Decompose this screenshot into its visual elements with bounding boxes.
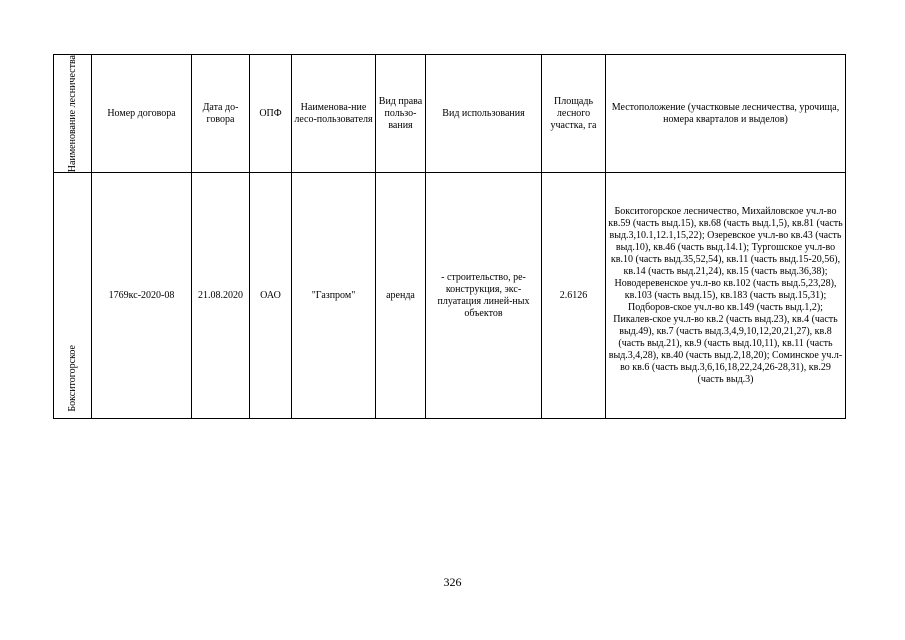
cell-right-type: аренда xyxy=(376,173,426,419)
header-contract-date: Дата до-говора xyxy=(192,55,250,173)
header-forest-user-name: Наименова-ние лесо-пользователя xyxy=(292,55,376,173)
header-opf: ОПФ xyxy=(250,55,292,173)
header-usage-type: Вид использования xyxy=(426,55,542,173)
cell-location: Бокситогорское лесничество, Михайловское уч.л-во кв.59 (часть выд.15), кв.68 (часть выд.1,5), кв.81 (часть выд.3,10.1,12.1,15,22); Озеревское уч.л-во кв.43 (часть выд.10), кв.46 (часть выд.14.1); Тургошское уч.л-во кв.10 (часть выд.35,52,54), кв.11 (часть выд.15-20,56), кв.14 (часть выд.21,24), кв.15 (часть выд.36,38); Новодеревенское уч.л-во кв.102 (часть выд.5,23,28), кв.103 (часть выд.15), кв.183 (часть выд.15,31); Подборов-ское уч.л-во кв.149 (часть выд.1,2); Пикалев-ское уч.л-во кв.2 (часть выд.23), кв.4 (часть выд.49), кв.7 (часть выд.3,4,9,10,12,20,21,27), кв.8 (часть выд.21), кв.9 (часть выд.10,11), кв.11 (часть выд.3,4,28), кв.40 (часть выд.2,18,20); Соминское уч.л-во кв.6 (часть выд.3,6,16,18,22,24,26-28,31), кв.29 (часть выд.3) xyxy=(606,173,846,419)
table-row xyxy=(54,173,846,419)
cell-opf: ОАО xyxy=(250,173,292,419)
header-forestry: Наименование лесничества xyxy=(54,55,92,173)
page-number: 326 xyxy=(443,575,462,589)
header-contract-number: Номер договора xyxy=(92,55,192,173)
header-area: Площадь лесного участка, га xyxy=(542,55,606,173)
forest-lease-table xyxy=(53,54,846,419)
cell-contract-date: 21.08.2020 xyxy=(192,173,250,419)
header-location: Местоположение (участковые лесничества, урочища, номера кварталов и выделов) xyxy=(606,55,846,173)
header-right-type: Вид права пользо-вания xyxy=(376,55,426,173)
table-header-row xyxy=(54,55,846,173)
cell-forestry: Бокситогорское xyxy=(54,173,92,419)
cell-forest-user-name: "Газпром" xyxy=(292,173,376,419)
cell-usage-type: - строительство, ре-конструкция, экс-плуатация линей-ных объектов xyxy=(426,173,542,419)
cell-contract-number: 1769кс-2020-08 xyxy=(92,173,192,419)
cell-area: 2.6126 xyxy=(542,173,606,419)
